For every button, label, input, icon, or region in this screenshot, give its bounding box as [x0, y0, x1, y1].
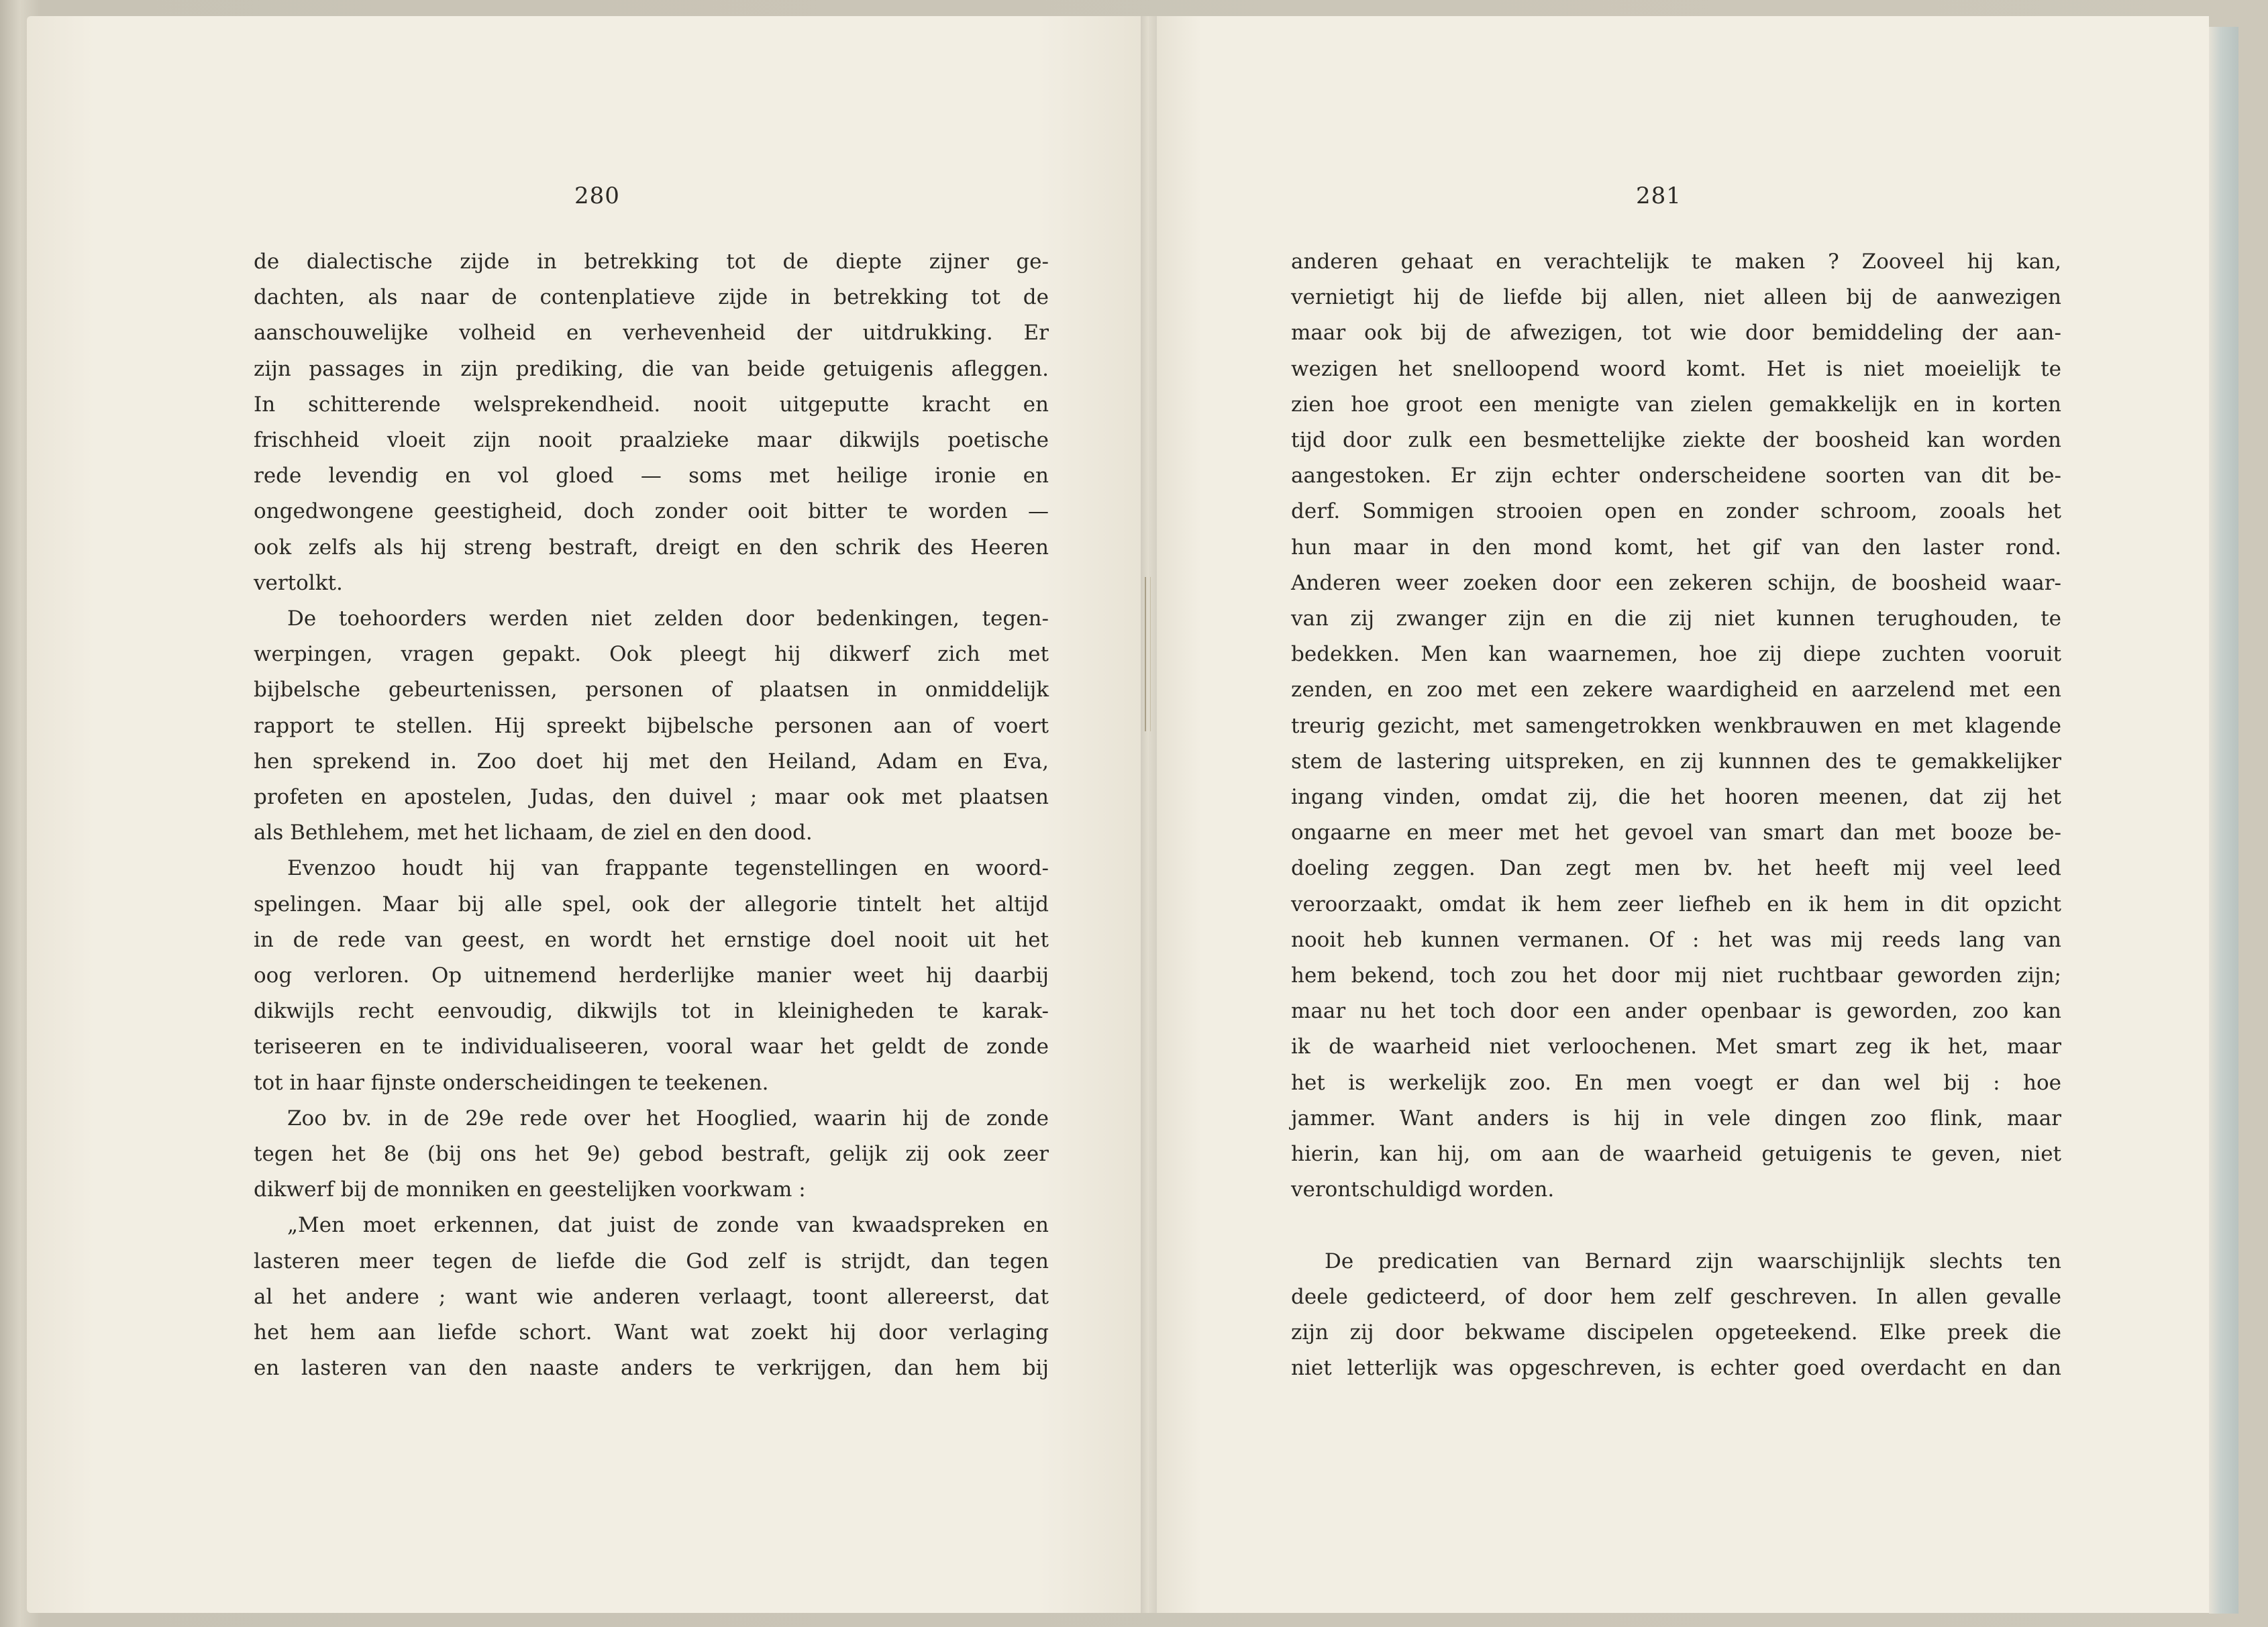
text-line: de dialectische zijde in betrekking tot de diepte zijner ge-: [254, 250, 1049, 274]
text-line: „Men moet erkennen, dat juist de zonde van kwaadspreken en: [287, 1213, 1049, 1238]
text-line: ook zelfs als hij streng bestraft, dreigt en den schrik des Heeren: [254, 535, 1049, 560]
page-number: 280: [574, 182, 620, 209]
text-line: aanschouwelijke volheid en verhevenheid der uitdrukking. Er: [254, 321, 1049, 346]
text-line: rapport te stellen. Hij spreekt bijbelsche personen aan of voert: [254, 713, 1049, 738]
text-line: ongedwongene geestigheid, doch zonder ooit bitter te worden —: [254, 499, 1049, 524]
text-line: deele gedicteerd, of door hem zelf geschreven. In allen gevalle: [1291, 1284, 2061, 1309]
text-line: hun maar in den mond komt, het gif van den laster rond.: [1291, 535, 2061, 560]
text-line: zenden, en zoo met een zekere waardigheid en aarzelend met een: [1291, 678, 2061, 702]
text-line: profeten en apostelen, Judas, den duivel ; maar ook met plaatsen: [254, 785, 1049, 810]
text-line: werpingen, vragen gepakt. Ook pleegt hij dikwerf zich met: [254, 642, 1049, 667]
text-line: zijn zij door bekwame discipelen opgeteekend. Elke preek die: [1291, 1320, 2061, 1345]
text-line: bedekken. Men kan waarnemen, hoe zij diepe zuchten vooruit: [1291, 642, 2061, 667]
text-line: derf. Sommigen strooien open en zonder schroom, zooals het: [1291, 499, 2061, 524]
text-line: stem de lastering uitspreken, en zij kunnnen des te gemakkelijker: [1291, 749, 2061, 774]
text-line: zien hoe groot een menigte van zielen gemakkelijk en in korten: [1291, 392, 2061, 417]
binding-stitch: [1145, 577, 1151, 731]
text-line: tot in haar fijnste onderscheidingen te teekenen.: [254, 1070, 769, 1095]
right-page: [1149, 16, 2209, 1613]
text-line: veroorzaakt, omdat ik hem zeer liefheb en ik hem in dit opzicht: [1291, 892, 2061, 916]
text-line: In schitterende welsprekendheid. nooit uitgeputte kracht en: [254, 392, 1049, 417]
text-line: rede levendig en vol gloed — soms met heilige ironie en: [254, 464, 1049, 488]
text-line: hen sprekend in. Zoo doet hij met den Heiland, Adam en Eva,: [254, 749, 1049, 774]
text-line: bijbelsche gebeurtenissen, personen of plaatsen in onmiddelijk: [254, 678, 1049, 702]
text-line: tijd door zulk een besmettelijke ziekte der boosheid kan worden: [1291, 428, 2061, 453]
page-number: 281: [1636, 182, 1682, 209]
text-line: vertolkt.: [254, 570, 343, 595]
text-line: anderen gehaat en verachtelijk te maken ? Zooveel hij kan,: [1291, 250, 2061, 274]
text-line: dikwijls recht eenvoudig, dikwijls tot in kleinigheden te karak-: [254, 999, 1049, 1024]
text-line: dachten, als naar de contenplatieve zijde in betrekking tot de: [254, 285, 1049, 310]
text-line: verontschuldigd worden.: [1291, 1177, 1555, 1202]
text-line: dikwerf bij de monniken en geestelijken voorkwam :: [254, 1177, 806, 1202]
text-line: hem bekend, toch zou het door mij niet ruchtbaar geworden zijn;: [1291, 963, 2061, 988]
text-line: Evenzoo houdt hij van frappante tegenstellingen en woord-: [287, 856, 1049, 881]
text-line: treurig gezicht, met samengetrokken wenkbrauwen en met klagende: [1291, 713, 2061, 738]
text-line: het hem aan liefde schort. Want wat zoekt hij door verlaging: [254, 1320, 1049, 1345]
page-edges: [2209, 27, 2238, 1614]
text-line: frischheid vloeit zijn nooit praalzieke maar dikwijls poetische: [254, 428, 1049, 453]
text-line: tegen het 8e (bij ons het 9e) gebod bestraft, gelijk zij ook zeer: [254, 1142, 1049, 1167]
text-line: lasteren meer tegen de liefde die God zelf is strijdt, dan tegen: [254, 1249, 1049, 1273]
left-page: [27, 16, 1149, 1613]
text-line: van zij zwanger zijn en die zij niet kunnen terughouden, te: [1291, 607, 2061, 631]
text-line: het is werkelijk zoo. En men voegt er dan wel bij : hoe: [1291, 1070, 2061, 1095]
text-line: aangestoken. Er zijn echter onderscheidene soorten van dit be-: [1291, 464, 2061, 488]
paragraph-gap: [1291, 1208, 2061, 1243]
book-gutter: [1141, 16, 1157, 1613]
text-line: al het andere ; want wie anderen verlaagt, toont allereerst, dat: [254, 1284, 1049, 1309]
text-line: niet letterlijk was opgeschreven, is echter goed overdacht en dan: [1291, 1356, 2061, 1381]
text-line: in de rede van geest, en wordt het ernstige doel nooit uit het: [254, 927, 1049, 952]
text-line: als Bethlehem, met het lichaam, de ziel en den dood.: [254, 821, 813, 845]
text-line: Anderen weer zoeken door een zekeren schijn, de boosheid waar-: [1291, 570, 2061, 595]
text-line: ongaarne en meer met het gevoel van smart dan met booze be-: [1291, 821, 2061, 845]
text-line: maar ook bij de afwezigen, tot wie door bemiddeling der aan-: [1291, 321, 2061, 346]
text-line: Zoo bv. in de 29e rede over het Hooglied, waarin hij de zonde: [287, 1106, 1049, 1131]
page-text-block: [254, 244, 1049, 1387]
text-line: hierin, kan hij, om aan de waarheid getuigenis te geven, niet: [1291, 1142, 2061, 1167]
text-line: oog verloren. Op uitnemend herderlijke manier weet hij daarbij: [254, 963, 1049, 988]
text-line: ingang vinden, omdat zij, die het hooren meenen, dat zij het: [1291, 785, 2061, 810]
text-line: vernietigt hij de liefde bij allen, niet alleen bij de aanwezigen: [1291, 285, 2061, 310]
text-line: maar nu het toch door een ander openbaar is geworden, zoo kan: [1291, 999, 2061, 1024]
text-line: De predicatien van Bernard zijn waarschijnlijk slechts ten: [1325, 1249, 2061, 1273]
text-line: wezigen het snelloopend woord komt. Het is niet moeielijk te: [1291, 356, 2061, 381]
text-line: jammer. Want anders is hij in vele dingen zoo flink, maar: [1291, 1106, 2061, 1131]
text-line: zijn passages in zijn prediking, die van beide getuigenis afleggen.: [254, 356, 1049, 381]
text-line: De toehoorders werden niet zelden door bedenkingen, tegen-: [287, 607, 1049, 631]
page-text-block: [1291, 244, 2061, 1386]
text-line: nooit heb kunnen vermanen. Of : het was mij reeds lang van: [1291, 927, 2061, 952]
text-line: spelingen. Maar bij alle spel, ook der allegorie tintelt het altijd: [254, 892, 1049, 916]
text-line: en lasteren van den naaste anders te verkrijgen, dan hem bij: [254, 1356, 1049, 1381]
text-line: ik de waarheid niet verloochenen. Met smart zeg ik het, maar: [1291, 1035, 2061, 1059]
text-line: teriseeren en te individualiseeren, vooral waar het geldt de zonde: [254, 1035, 1049, 1059]
text-line: doeling zeggen. Dan zegt men bv. het heeft mij veel leed: [1291, 856, 2061, 881]
